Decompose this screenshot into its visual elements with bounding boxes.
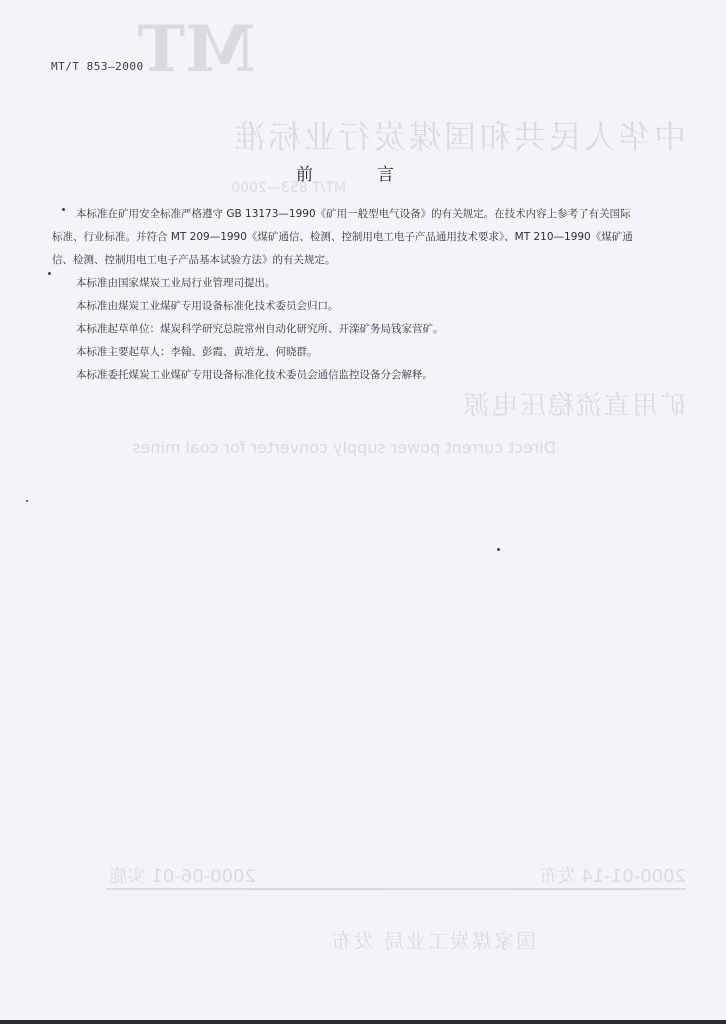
foreword-body [52,203,637,387]
ghost-rule [106,888,686,890]
page-heading: 前言 [296,165,458,185]
paragraph: 本标准委托煤炭工业煤矿专用设备标准化技术委员会通信监控设备分会解释。 [76,369,433,381]
standard-code: MT/T 853—2000 [51,60,144,73]
ghost-subtitle: 矿用直流稳压电源 [461,391,686,421]
scan-speck [48,272,51,275]
paragraph: 本标准在矿用安全标准严格遵守 GB 13173—1990《矿用一般型电气设备》的有关规定。在技术内容上参考了有关国际标准、行业标准。并符合 MT 209—1990《煤矿通信、检测、控制用电工电子产品通用技术要求》、MT 210—1990《煤矿通信、检测、控制用电工电子产品基本试验方法》的有关规定。 [52,208,633,266]
scan-speck [62,208,65,211]
scan-bottom-edge [0,1020,726,1024]
scan-speck [26,500,28,502]
ghost-title: 中华人民共和国煤炭行业标准 [230,118,686,156]
ghost-number: MT/T 853—2000 [231,180,346,196]
paragraph: 本标准由煤炭工业煤矿专用设备标准化技术委员会归口。 [76,300,339,312]
ghost-date-right: 2000-06-01 实施 [109,866,256,887]
paragraph: 本标准由国家煤炭工业局行业管理司提出。 [76,277,276,289]
paragraph: 本标准起草单位：煤炭科学研究总院常州自动化研究所、开滦矿务局钱家营矿。 [76,323,444,335]
ghost-english: Direct current power supply converter for coal mines [132,438,556,457]
paragraph: 本标准主要起草人：李翰、彭霞、黄培龙、何晓群。 [76,346,318,358]
ghost-date-left: 2000-01-14 发布 [539,866,686,887]
ghost-publisher: 国家煤炭工业局 发布 [329,929,536,953]
scan-speck [497,548,500,551]
ghost-logo: MT [137,12,256,87]
